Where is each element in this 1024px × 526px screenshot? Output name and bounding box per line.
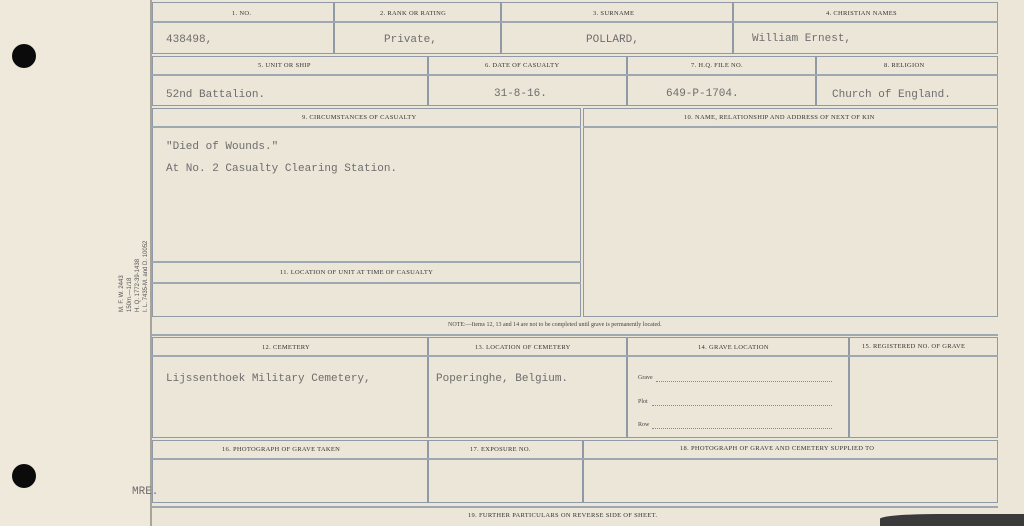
grave-location-label: 14. GRAVE LOCATION <box>698 344 769 351</box>
card-stub <box>0 0 152 526</box>
circumstances-cell <box>152 108 581 317</box>
kin-label: 10. NAME, RELATIONSHIP AND ADDRESS OF NEXT OF KIN <box>684 114 875 121</box>
rank-label: 2. RANK OR RATING <box>380 10 447 17</box>
form-ref-line-4: I. L. 7435-M. and D. 10052 <box>143 240 149 312</box>
header-rule-1 <box>152 21 998 23</box>
circumstances-rule <box>152 126 581 128</box>
punch-hole-bottom <box>12 464 36 488</box>
christian-label: 4. CHRISTIAN NAMES <box>826 10 897 17</box>
christian-value: William Ernest, <box>752 33 852 45</box>
circumstances-label: 9. CIRCUMSTANCES OF CASUALTY <box>302 114 417 121</box>
photo-rule <box>152 458 998 460</box>
unit-label: 5. UNIT OR SHIP <box>258 62 311 69</box>
torn-corner <box>880 514 1024 526</box>
cemetery-rule <box>152 355 998 357</box>
circumstances-line-1: "Died of Wounds." <box>166 141 279 153</box>
photo-supplied-label: 18. PHOTOGRAPH OF GRAVE AND CEMETERY SUPPLIED TO <box>680 445 875 452</box>
form-ref-line-1: M. F. W. 2443 <box>119 275 125 312</box>
plot-field-line <box>652 405 832 406</box>
form-ref-line-2: 150m.—1/18 <box>127 277 133 312</box>
unit-value: 52nd Battalion. <box>166 89 266 101</box>
registered-label: 15. REGISTERED NO. OF GRAVE <box>862 343 966 350</box>
form-reference-text <box>118 241 150 312</box>
form-ref-line-3: H. Q. 1772-39-1438 <box>135 258 141 312</box>
header-rule-2 <box>152 74 998 76</box>
surname-value: POLLARD, <box>586 34 639 46</box>
date-value: 31-8-16. <box>494 88 547 100</box>
grave-field-label: Grave <box>638 375 653 381</box>
no-label: 1. NO. <box>232 10 252 17</box>
grave-location-cell <box>627 337 849 438</box>
photo-taken-label: 16. PHOTOGRAPH OF GRAVE TAKEN <box>222 446 341 453</box>
kin-cell <box>583 108 998 317</box>
plot-field-label: Plot <box>638 399 648 405</box>
grave-field-line <box>656 381 832 382</box>
row-field-line <box>652 428 832 429</box>
cemetery-label: 12. CEMETERY <box>262 344 311 351</box>
location-unit-label: 11. LOCATION OF UNIT AT TIME OF CASUALTY <box>280 269 434 276</box>
note-rule <box>152 334 998 336</box>
rank-value: Private, <box>384 34 437 46</box>
cemetery-cell <box>152 337 428 438</box>
religion-value: Church of England. <box>832 89 951 101</box>
date-label: 6. DATE OF CASUALTY <box>485 62 560 69</box>
religion-label: 8. RELIGION <box>884 62 925 69</box>
note-text: NOTE:—Items 12, 13 and 14 are not to be completed until grave is permanently located. <box>448 322 662 328</box>
registered-cell <box>849 337 998 438</box>
kin-rule <box>583 126 998 128</box>
circumstances-line-2: At No. 2 Casualty Clearing Station. <box>166 163 398 175</box>
location-unit-rule-top <box>152 261 581 263</box>
further-rule <box>152 506 998 508</box>
hq-value: 649-P-1704. <box>666 88 739 100</box>
location-cemetery-cell <box>428 337 627 438</box>
cemetery-value: Lijssenthoek Military Cemetery, <box>166 373 371 385</box>
location-cemetery-label: 13. LOCATION OF CEMETERY <box>475 344 571 351</box>
hq-label: 7. H.Q. FILE NO. <box>691 62 743 69</box>
punch-hole-top <box>12 44 36 68</box>
location-cemetery-value: Poperinghe, Belgium. <box>436 373 569 385</box>
exposure-label: 17. EXPOSURE NO. <box>470 446 531 453</box>
further-label: 19. FURTHER PARTICULARS ON REVERSE SIDE OF SHEET. <box>468 512 658 519</box>
row-field-label: Row <box>638 422 650 428</box>
surname-label: 3. SURNAME <box>593 10 635 17</box>
location-unit-rule <box>152 282 581 284</box>
service-number: 438498, <box>166 34 213 46</box>
margin-note: MRE. <box>132 486 159 498</box>
